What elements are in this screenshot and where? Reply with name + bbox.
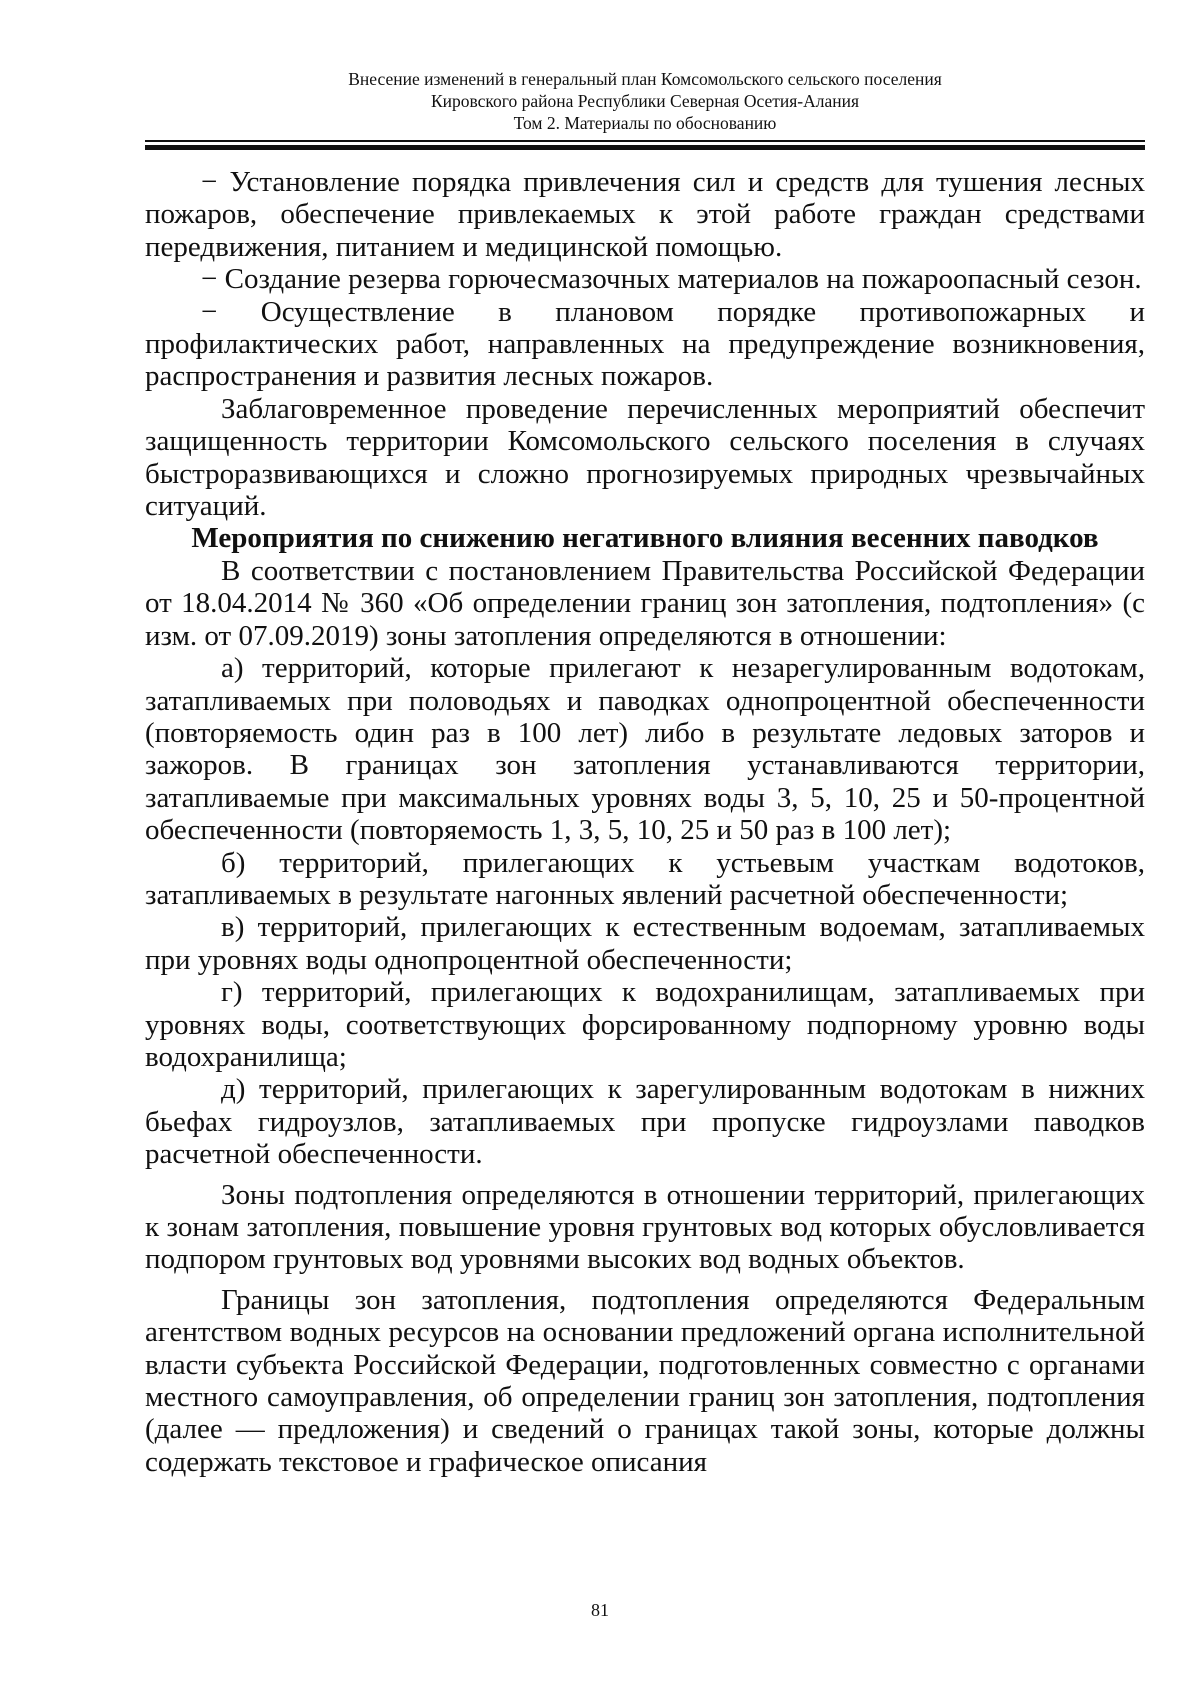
list-item-d: д) территорий, прилегающих к зарегулированным водотокам в нижних бьефах гидроузлов, затапливаемых при пропуске гидроузлами паводков расчетной обеспеченности.	[145, 1073, 1145, 1171]
header-line-1: Внесение изменений в генеральный план Комсомольского сельского поселения	[348, 69, 942, 89]
list-item-b: б) территорий, прилегающих к устьевым участкам водотоков, затапливаемых в результате нагонных явлений расчетной обеспеченности;	[145, 846, 1145, 911]
header-rule-thin	[145, 140, 1145, 142]
list-item-v: в) территорий, прилегающих к естественным водоемам, затапливаемых при уровнях воды однопроцентной обеспеченности;	[145, 911, 1145, 976]
page-number: 81	[591, 1600, 609, 1620]
header-line-2: Кировского района Республики Северная Осетия-Алания	[430, 91, 860, 111]
paragraph-government-decree: В соответствии с постановлением Правительства Российской Федерации от 18.04.2014 № 360 «Об определении границ зон затопления, подтопления» (с изм. от 07.09.2019) зоны затопления определяются в отношении:	[145, 554, 1145, 652]
list-item-g: г) территорий, прилегающих к водохранилищам, затапливаемых при уровнях воды, соответствующих форсированному подпорному уровню воды водохранилища;	[145, 976, 1145, 1073]
paragraph-advance-measures: Заблаговременное проведение перечисленных мероприятий обеспечит защищенность территории Комсомольского сельского поселения в случаях быстроразвивающихся и сложно прогнозируемых природных чрезвычайных ситуаций.	[145, 392, 1145, 523]
list-item-forces: − Установление порядка привлечения сил и средств для тушения лесных пожаров, обеспечение привлекаемых к этой работе граждан средствами передвижения, питанием и медицинской помощью.	[145, 166, 1145, 263]
paragraph-zone-boundaries: Границы зон затопления, подтопления определяются Федеральным агентством водных ресурсов на основании предложений органа исполнительной власти субъекта Российской Федерации, подготовленных совместно с органами местного самоуправления, об определении границ зон затопления, подтопления (далее — предложения) и сведений о границах такой зоны, которые должны содержать текстовое и графическое описания	[145, 1283, 1145, 1478]
list-item-preventive-works: − Осуществление в плановом порядке противопожарных и профилактических работ, направленных на предупреждение возникновения, распространения и развития лесных пожаров.	[145, 295, 1145, 393]
list-item-a: а) территорий, которые прилегают к незарегулированным водотокам, затапливаемых при половодьях и паводках однопроцентной обеспеченности (повторяемость один раз в 100 лет) либо в результате ледовых заторов и зажоров. В границах зон затопления устанавливаются территории, затапливаемые при максимальных уровнях воды 3, 5, 10, 25 и 50-процентной обеспеченности (повторяемость 1, 3, 5, 10, 25 и 50 раз в 100 лет);	[145, 652, 1145, 847]
header-rule-thick	[145, 145, 1145, 150]
page-body	[145, 166, 1145, 1478]
list-item-fuel-reserve: − Создание резерва горючесмазочных материалов на пожароопасный сезон.	[201, 263, 1142, 296]
paragraph-flooding-zones: Зоны подтопления определяются в отношении территорий, прилегающих к зонам затопления, повышение уровня грунтовых вод которых обусловливается подпором грунтовых вод уровнями высоких вод водных объектов.	[145, 1178, 1145, 1276]
section-heading: Мероприятия по снижению негативного влияния весенних паводков	[191, 522, 1099, 555]
header-line-3: Том 2. Материалы по обоснованию	[513, 113, 777, 133]
running-header	[145, 68, 1145, 134]
